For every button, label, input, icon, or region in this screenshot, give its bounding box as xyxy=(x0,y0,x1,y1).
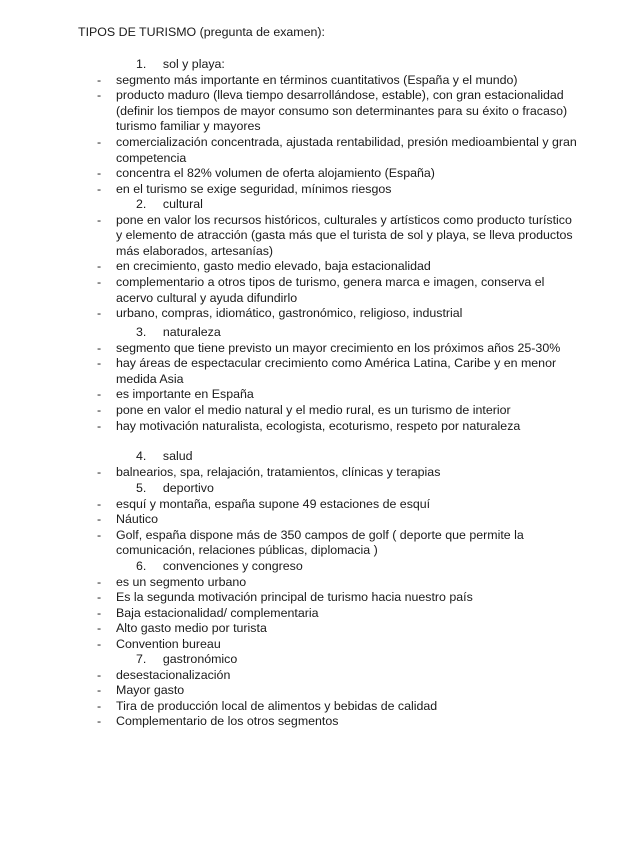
section-heading xyxy=(136,196,203,212)
list-item-text: Mayor gasto xyxy=(116,683,185,698)
bullet-dash: - xyxy=(97,574,102,589)
section-heading xyxy=(136,324,221,340)
section-heading xyxy=(136,480,214,496)
list-item-text: esquí y montaña, españa supone 49 estaciones de esquí xyxy=(116,496,431,511)
list-item-text: es importante en España xyxy=(116,387,254,402)
bullet-dash: - xyxy=(97,356,102,371)
list-item-text: Náutico xyxy=(116,512,159,527)
bullet-dash: - xyxy=(97,135,102,149)
list-item-text: Baja estacionalidad/ complementaria xyxy=(116,605,319,620)
section-heading-text: salud xyxy=(162,449,193,463)
section-number: 2. xyxy=(136,197,147,211)
section-heading-text: cultural xyxy=(162,197,203,211)
list-item-text: medida Asia xyxy=(116,371,184,386)
list-item-text: pone en valor los recursos históricos, culturales y artísticos como producto turístico xyxy=(116,212,572,227)
list-item-text: en crecimiento, gasto medio elevado, baja estacionalidad xyxy=(116,259,431,274)
list-item-text: balnearios, spa, relajación, tratamientos, clínicas y terapias xyxy=(116,464,441,479)
bullet-dash: - xyxy=(97,605,102,620)
bullet-dash: - xyxy=(97,166,102,181)
list-item-text: turismo familiar y mayores xyxy=(116,119,261,134)
list-item-text: más elaborados, artesanías) xyxy=(116,243,274,258)
bullet-dash: - xyxy=(97,621,102,636)
section-heading-text: gastronómico xyxy=(162,652,238,666)
bullet-dash: - xyxy=(97,418,102,433)
list-item-text: Alto gasto medio por turista xyxy=(116,621,267,636)
section-number: 6. xyxy=(136,559,147,573)
bullet-dash: - xyxy=(97,714,102,729)
bullet-dash: - xyxy=(97,181,102,196)
list-item-text: hay motivación naturalista, ecologista, ecoturismo, respeto por naturaleza xyxy=(116,418,521,433)
list-item-text: Golf, españa dispone más de 350 campos de golf ( deporte que permite la xyxy=(116,527,524,542)
list-item-text: segmento más importante en términos cuantitativos (España y el mundo) xyxy=(116,72,518,87)
section-heading-text: naturaleza xyxy=(162,325,221,339)
bullet-dash: - xyxy=(97,683,102,698)
list-item-text: acervo cultural y ayuda difundirlo xyxy=(116,290,298,305)
bullet-dash: - xyxy=(97,667,102,682)
section-heading xyxy=(136,56,225,72)
bullet-dash: - xyxy=(97,464,102,479)
section-heading xyxy=(136,448,193,464)
section-heading xyxy=(136,651,237,667)
list-item-text: complementario a otros tipos de turismo, genera marca e imagen, conserva el xyxy=(116,275,545,289)
section-heading xyxy=(136,558,303,574)
bullet-dash: - xyxy=(97,496,102,511)
list-item-text: segmento que tiene previsto un mayor crecimiento en los próximos años 25-30% xyxy=(116,340,561,355)
bullet-dash: - xyxy=(97,306,102,321)
list-item-text: y elemento de atracción (gasta más que el turista de sol y playa, se lleva productos xyxy=(116,228,573,243)
section-number: 3. xyxy=(136,325,147,339)
list-item-text: desestacionalización xyxy=(116,667,231,682)
list-item-text: Complementario de los otros segmentos xyxy=(116,714,339,729)
bullet-dash: - xyxy=(97,512,102,527)
list-item-text: hay áreas de espectacular crecimiento como América Latina, Caribe y en menor xyxy=(116,356,557,371)
bullet-dash: - xyxy=(97,527,102,542)
list-item-text: concentra el 82% volumen de oferta alojamiento (España) xyxy=(116,166,435,181)
list-item-text: Es la segunda motivación principal de turismo hacia nuestro país xyxy=(116,590,473,605)
bullet-dash: - xyxy=(97,698,102,713)
section-heading-text: deportivo xyxy=(162,481,214,495)
list-item-text: producto maduro (lleva tiempo desarrollándose, estable), con gran estacionalidad xyxy=(116,88,564,103)
section-number: 4. xyxy=(136,449,147,463)
bullet-dash: - xyxy=(97,88,102,103)
section-number: 7. xyxy=(136,652,147,666)
section-heading-text: sol y playa: xyxy=(162,57,225,71)
list-item-text: comunicación, relaciones públicas, diplomacia ) xyxy=(116,543,378,558)
bullet-dash: - xyxy=(97,259,102,274)
list-item-text: pone en valor el medio natural y el medio rural, es un turismo de interior xyxy=(116,403,511,417)
bullet-dash: - xyxy=(97,403,102,417)
bullet-dash: - xyxy=(97,340,102,355)
list-item-text: Tira de producción local de alimentos y bebidas de calidad xyxy=(116,698,438,713)
list-item-text: competencia xyxy=(116,150,187,165)
section-number: 1. xyxy=(136,57,147,71)
bullet-dash: - xyxy=(97,275,102,289)
list-item-text: (definir los tiempos de mayor consumo son determinantes para su éxito o fracaso) xyxy=(116,103,568,118)
document-title: TIPOS DE TURISMO (pregunta de examen): xyxy=(78,25,325,39)
list-item-text: en el turismo se exige seguridad, mínimos riesgos xyxy=(116,181,392,196)
bullet-dash: - xyxy=(97,212,102,227)
list-item-text: Convention bureau xyxy=(116,637,221,651)
bullet-dash: - xyxy=(97,387,102,402)
section-number: 5. xyxy=(136,481,147,495)
list-item-text: urbano, compras, idiomático, gastronómico, religioso, industrial xyxy=(116,306,463,321)
bullet-dash: - xyxy=(97,637,102,651)
bullet-dash: - xyxy=(97,72,102,87)
bullet-dash: - xyxy=(97,590,102,605)
section-heading-text: convenciones y congreso xyxy=(162,559,303,573)
list-item-text: es un segmento urbano xyxy=(116,574,247,589)
list-item-text: comercialización concentrada, ajustada rentabilidad, presión medioambiental y gran xyxy=(116,135,577,149)
